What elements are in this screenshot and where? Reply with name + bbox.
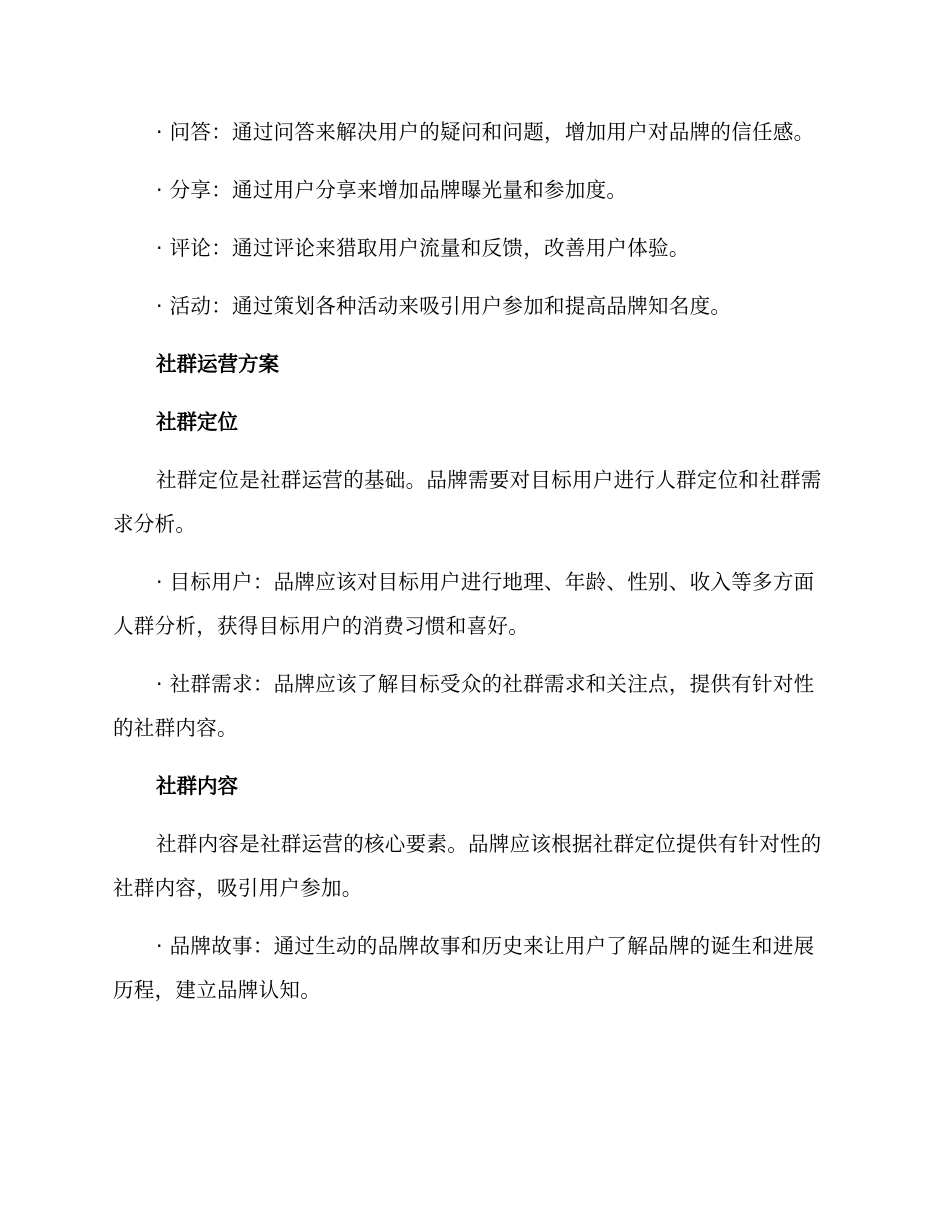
- subheading-community-content: 社群内容: [156, 774, 238, 798]
- bullet-target-users: · 目标用户：品牌应该对目标用户进行地理、年龄、性别、收入等多方面人群分析，获得目标用户的消费习惯和喜好。: [113, 570, 815, 638]
- bullet-comment: · 评论：通过评论来猎取用户流量和反馈，改善用户体验。: [156, 236, 690, 260]
- document-page: [113, 110, 833, 1012]
- bullet-share: · 分享：通过用户分享来增加品牌曝光量和参加度。: [156, 178, 628, 202]
- subheading-community-positioning: 社群定位: [156, 410, 238, 434]
- bullet-qa: · 问答：通过问答来解决用户的疑问和问题，增加用户对品牌的信任感。: [156, 120, 815, 144]
- bullet-activity: · 活动：通过策划各种活动来吸引用户参加和提高品牌知名度。: [156, 294, 732, 318]
- section-heading-community-plan: 社群运营方案: [156, 352, 279, 376]
- bullet-brand-story: · 品牌故事：通过生动的品牌故事和历史来让用户了解品牌的诞生和进展历程，建立品牌认知。: [113, 934, 815, 1002]
- bullet-community-needs: · 社群需求：品牌应该了解目标受众的社群需求和关注点，提供有针对性的社群内容。: [113, 672, 815, 740]
- paragraph-content-intro: 社群内容是社群运营的核心要素。品牌应该根据社群定位提供有针对性的社群内容，吸引用户参加。: [113, 832, 822, 900]
- paragraph-positioning-intro: 社群定位是社群运营的基础。品牌需要对目标用户进行人群定位和社群需求分析。: [113, 468, 822, 536]
